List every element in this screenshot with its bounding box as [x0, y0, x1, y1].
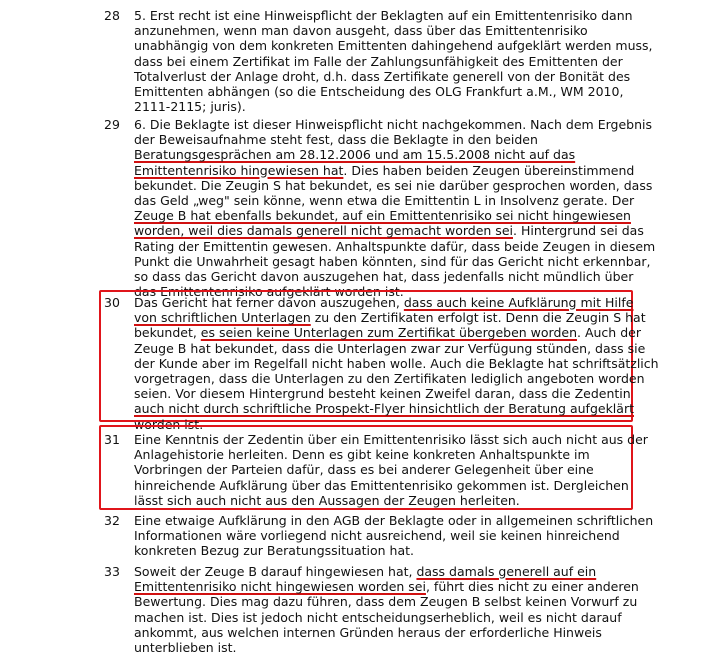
- paragraph-number: 32: [104, 513, 120, 528]
- paragraph-text: [134, 564, 704, 655]
- text-line: 5. Erst recht ist eine Hinweispflicht der Beklagten auf ein Emittentenrisiko dann: [134, 8, 633, 23]
- paragraph-text: [134, 117, 704, 299]
- text-line: [134, 208, 704, 223]
- text-line: dass bei einem Zertifikat im Falle der Zahlungsunfähigkeit des Emittenten der: [134, 53, 623, 69]
- underlined-passage: dass auch keine Aufklärung mit Hilfe: [403, 295, 634, 310]
- text-line: worden ist.: [134, 416, 204, 432]
- text-line: Emittenten abhängen (so die Entscheidung des OLG Frankfurt a.M., WM 2010,: [134, 84, 624, 100]
- text-line: so dass das Gericht davon auszugehen hat, dass jedenfalls nicht mündlich über: [134, 269, 634, 285]
- text-line: Totalverlust der Anlage droht, d.h. dass Zertifikate generell von der Bonität des: [134, 68, 631, 84]
- text-line: lässt sich auch nicht aus den Aussagen der Zeugen herleiten.: [134, 492, 520, 508]
- text-line: Informationen wäre vorliegend nicht ausreichend, weil sie keinen hinreichend: [134, 528, 620, 544]
- text-line: bekundet, es seien keine Unterlagen zum Zertifikat übergeben worden. Auch der: [134, 325, 641, 341]
- underlined-passage: worden, weil dies damals generell nicht gemacht worden sei: [134, 223, 513, 239]
- text-line: Eine Kenntnis der Zedentin über ein Emittentenrisiko lässt sich auch nicht aus der: [134, 432, 648, 447]
- text-line: Rating der Emittentin gewesen. Anhaltspunkte dafür, dass beide Zeugen in diesem: [134, 238, 656, 254]
- text-line: [134, 401, 704, 416]
- text-line: der Kunde aber im Regelfall nicht haben wolle. Auch die Beklagte hat schriftsätzlich: [134, 355, 659, 371]
- text-line: vorgetragen, dass die Unterlagen zu den Zertifikaten lediglich angeboten worden: [134, 371, 645, 387]
- paragraph-number: 28: [104, 8, 120, 23]
- underlined-passage: dass damals generell auf ein: [416, 564, 597, 579]
- text-line: unabhängig von dem konkreten Emittenten dahingehend aufgeklärt werden muss,: [134, 38, 653, 54]
- text-line: Emittentenrisiko nicht hingewiesen worden sei, führt dies nicht zu einer anderen: [134, 579, 639, 595]
- text-line: unterblieben ist.: [134, 640, 237, 655]
- underlined-passage: von schriftlichen Unterlagen: [134, 310, 311, 326]
- text-line: 6. Die Beklagte ist dieser Hinweispflicht nicht nachgekommen. Nach dem Ergebnis: [134, 117, 652, 132]
- paragraph-text: [134, 8, 704, 114]
- text-line: bekundet. Die Zeugin S hat bekundet, es sei nie darüber gesprochen worden, dass: [134, 177, 653, 193]
- text-line: das Emittentenrisiko aufgeklärt worden ist.: [134, 284, 404, 300]
- text-line: Zeuge B hat bekundet, dass die Unterlagen zwar zur Verfügung stünden, dass sie: [134, 340, 646, 356]
- text-line: 2111-2115; juris).: [134, 99, 246, 115]
- paragraph-number: 30: [104, 295, 120, 310]
- text-line: Soweit der Zeuge B darauf hingewiesen hat, dass damals generell auf ein: [134, 564, 597, 579]
- underlined-passage: Zeuge B hat ebenfalls bekundet, auf ein Emittentenrisiko sei nicht hingewiesen: [134, 208, 631, 224]
- text-line: konkreten Bezug zur Beratungssituation hat.: [134, 543, 414, 559]
- text-line: das Geld „weg" sein könne, wenn etwa die Emittentin L in Insolvenz gerate. Der: [134, 193, 635, 209]
- text-line: Punkt die Unwahrheit gesagt haben könnten, sind für das Gericht nicht erkennbar,: [134, 253, 651, 269]
- text-line: Das Gericht hat ferner davon auszugehen, dass auch keine Aufklärung mit Hilfe: [134, 295, 634, 310]
- text-line: Anlagehistorie herleiten. Denn es gibt keine konkreten Anhaltspunkte im: [134, 447, 590, 463]
- paragraph-text: [134, 295, 704, 432]
- text-line: hinreichende Aufklärung über das Emittentenrisiko gekommen ist. Dergleichen: [134, 477, 629, 493]
- underlined-passage: Emittentenrisiko nicht hingewiesen worden sei: [134, 579, 426, 595]
- underlined-passage: Emittentenrisiko hingewiesen hat: [134, 162, 344, 178]
- text-line: Vorbringen der Parteien dafür, dass es bei anderer Gelegenheit über eine: [134, 462, 594, 478]
- text-line: der Beweisaufnahme steht fest, dass die Beklagte in den beiden: [134, 132, 538, 148]
- text-line: Eine etwaige Aufklärung in den AGB der Beklagte oder in allgemeinen schriftlichen: [134, 513, 654, 528]
- paragraph-text: [134, 432, 704, 508]
- text-line: worden, weil dies damals generell nicht gemacht worden sei. Hintergrund sei das: [134, 223, 644, 239]
- paragraph-number: 33: [104, 564, 120, 579]
- paragraph-text: [134, 513, 704, 559]
- underlined-passage: auch nicht durch schriftliche Prospekt-Flyer hinsichtlich der Beratung aufgeklärt: [134, 401, 634, 417]
- text-line: anzunehmen, wenn man davon ausgeht, dass über das Emittentenrisiko: [134, 23, 588, 39]
- text-line: seien. Vor diesem Hintergrund besteht keinen Zweifel daran, dass die Zedentin: [134, 386, 631, 402]
- underlined-passage: Beratungsgesprächen am 28.12.2006 und am 15.5.2008 nicht auf das: [134, 147, 576, 163]
- text-line: Bewertung. Dies mag dazu führen, dass dem Zeugen B selbst keinen Vorwurf zu: [134, 594, 638, 610]
- underlined-passage: es seien keine Unterlagen zum Zertifikat übergeben worden: [200, 325, 578, 341]
- paragraph-number: 29: [104, 117, 120, 132]
- paragraph-number: 31: [104, 432, 120, 447]
- text-line: Emittentenrisiko hingewiesen hat. Dies haben beiden Zeugen übereinstimmend: [134, 162, 635, 178]
- text-line: [134, 147, 704, 162]
- text-line: machen ist. Dies ist jedoch nicht entscheidungserheblich, weil es nicht darauf: [134, 609, 622, 625]
- text-line: von schriftlichen Unterlagen zu den Zertifikaten erfolgt ist. Denn die Zeugin S hat: [134, 310, 646, 326]
- text-line: ankommt, aus welchen internen Gründen heraus der erforderliche Hinweis: [134, 624, 602, 640]
